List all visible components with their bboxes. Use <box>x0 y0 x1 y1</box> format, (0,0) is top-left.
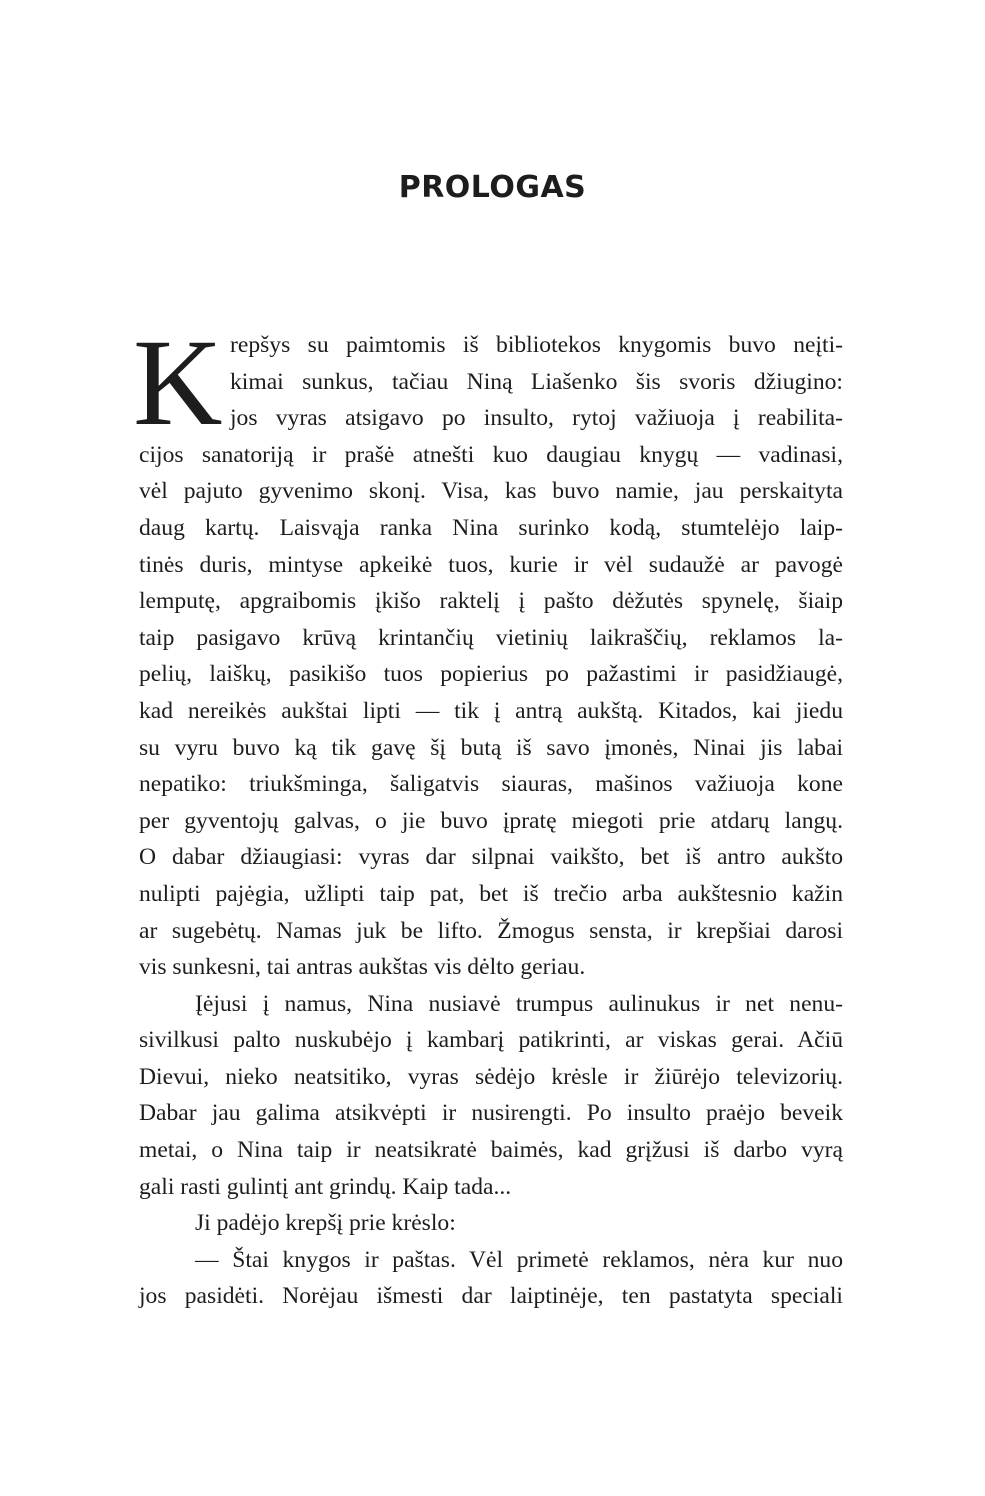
text-line: jos vyras atsigavo po insulto, rytoj važiuoja į reabilita- <box>230 405 843 432</box>
text-line: daug kartų. Laisvąja ranka Nina surinko kodą, stumtelėjo laip- <box>139 514 843 541</box>
text-line: nepatiko: triukšminga, šaligatvis siauras, mašinos važiuoja kone <box>139 771 843 798</box>
text-line: Ji padėjo krepšį prie krėslo: <box>195 1210 456 1237</box>
text-line: repšys su paimtomis iš bibliotekos knygomis buvo neįti- <box>230 332 843 358</box>
text-line: sivilkusi palto nuskubėjo į kambarį patikrinti, ar viskas gerai. Ačiū <box>139 1027 843 1054</box>
text-line: gali rasti gulintį ant grindų. Kaip tada... <box>139 1173 512 1200</box>
text-line: per gyventojų galvas, o jie buvo įpratę miegoti prie atdarų langų. <box>139 807 843 834</box>
text-line: O dabar džiaugiasi: vyras dar silpnai vaikšto, bet iš antro aukšto <box>139 844 843 871</box>
text-line: su vyru buvo ką tik gavę šį butą iš savo įmonės, Ninai jis labai <box>139 734 843 761</box>
text-line: jos pasidėti. Norėjau išmesti dar laiptinėje, ten pastatyta speciali <box>139 1283 843 1310</box>
text-line: cijos sanatoriją ir prašė atnešti kuo daugiau knygų — vadinasi, <box>139 441 843 468</box>
text-line: kad nereikės aukštai lipti — tik į antrą aukštą. Kitados, kai jiedu <box>139 697 843 724</box>
text-line: lemputę, apgraibomis įkišo raktelį į pašto dėžutės spynelę, šiaip <box>139 588 843 615</box>
text-line: vėl pajuto gyvenimo skonį. Visa, kas buvo namie, jau perskaityta <box>139 478 843 505</box>
text-line: Dievui, nieko neatsitiko, vyras sėdėjo krėsle ir žiūrėjo televizorių. <box>139 1063 843 1090</box>
text-line: Dabar jau galima atsikvėpti ir nusirengti. Po insulto praėjo beveik <box>139 1100 843 1127</box>
text-line: — Štai knygos ir paštas. Vėl primetė reklamos, nėra kur nuo <box>195 1246 843 1273</box>
drop-cap: K <box>133 314 223 451</box>
chapter-title: PROLOGAS <box>398 170 587 205</box>
text-line: ar sugebėtų. Namas juk be lifto. Žmogus sensta, ir krepšiai darosi <box>139 917 843 944</box>
text-line: vis sunkesni, tai antras aukštas vis dėlto geriau. <box>139 954 586 981</box>
text-line: pelių, laiškų, pasikišo tuos popierius po pažastimi ir pasidžiaugė, <box>139 661 843 688</box>
text-line: Įėjusi į namus, Nina nusiavė trumpus aulinukus ir net nenu- <box>195 990 843 1017</box>
text-line: tinės duris, mintyse apkeikė tuos, kurie ir vėl sudaužė ar pavogė <box>139 551 843 578</box>
body-text <box>133 314 843 1315</box>
text-line: taip pasigavo krūvą krintančių vietinių laikraščių, reklamos la- <box>139 624 843 651</box>
text-line: nulipti pajėgia, užlipti taip pat, bet iš trečio arba aukštesnio kažin <box>139 880 843 907</box>
text-line: kimai sunkus, tačiau Niną Liašenko šis svoris džiugino: <box>230 368 843 395</box>
text-line: metai, o Nina taip ir neatsikratė baimės, kad grįžusi iš darbo vyrą <box>139 1137 843 1164</box>
